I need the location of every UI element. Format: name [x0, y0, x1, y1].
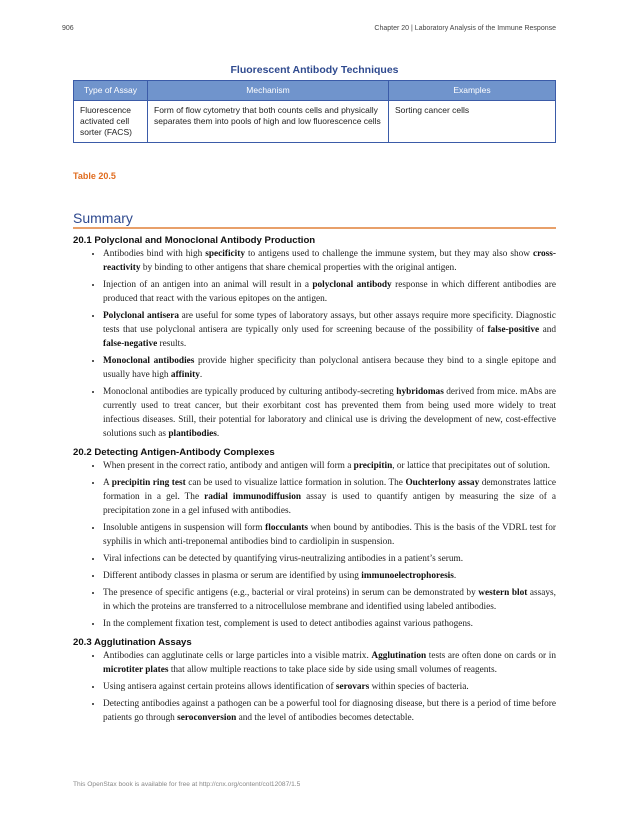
list-item: • Insoluble antigens in suspension will form flocculants when bound by antibodies. This is the basis of the VDRL test for syphilis in which anti-treponemal antibodies bind to cardiolipin in suspension. — [103, 521, 556, 549]
table-row — [74, 101, 556, 143]
key-term: serovars — [335, 682, 370, 692]
key-term: Monoclonal antibodies — [103, 356, 195, 366]
cell-type: Fluorescence activated cell sorter (FACS) — [74, 101, 148, 143]
key-term: plantibodies — [168, 429, 217, 439]
section-heading: 20.1 Polyclonal and Monoclonal Antibody Production — [73, 235, 316, 246]
section-heading: 20.2 Detecting Antigen-Antibody Complexes — [73, 447, 275, 458]
key-term: cross-reactivity — [103, 249, 557, 273]
key-term: radial immunodiffusion — [204, 492, 302, 502]
key-term: precipitin — [353, 461, 393, 471]
summary-content — [73, 235, 556, 731]
key-term: microtiter plates — [103, 665, 169, 675]
key-term: flocculants — [265, 523, 309, 533]
key-term: affinity — [170, 370, 200, 380]
cell-mechanism: Form of flow cytometry that both counts cells and physically separates them into pools of high and low fluorescence cells — [148, 101, 389, 143]
section-heading: 20.3 Agglutination Assays — [73, 637, 192, 648]
section-bullets — [73, 649, 556, 725]
list-item: • Monoclonal antibodies provide higher specificity than polyclonal antisera because they bind to a single epitope and usually have high affinity. — [103, 354, 556, 382]
list-item: • The presence of specific antigens (e.g., bacterial or viral proteins) in serum can be demonstrated by western blot assays, in which the proteins are transferred to a nitrocellulose membrane and identified using labeled antibodies. — [103, 586, 556, 614]
list-item: • Detecting antibodies against a pathogen can be a powerful tool for diagnosing disease, but there is a period of time before patients go through seroconversion and the level of antibodies becomes detectable. — [103, 697, 556, 725]
list-item: • Injection of an antigen into an animal will result in a polyclonal antibody response in which different antibodies are produced that react with the various epitopes on the antigen. — [103, 278, 556, 306]
list-item: • When present in the correct ratio, antibody and antigen will form a precipitin, or lattice that precipitates out of solution. — [103, 459, 556, 473]
list-item: • Different antibody classes in plasma or serum are identified by using immunoelectrophoresis. — [103, 569, 556, 583]
key-term: polyclonal antibody — [312, 280, 392, 290]
key-term: false-positive — [487, 325, 540, 335]
list-item: • Antibodies bind with high specificity to antigens used to challenge the immune system, but they may also show cross-reactivity by binding to other antigens that share chemical properties with the original antigen. — [103, 247, 556, 275]
key-term: Agglutination — [371, 651, 427, 661]
list-item: • Antibodies can agglutinate cells or large particles into a visible matrix. Agglutination tests are often done on cards or in microtiter plates that allow multiple reactions to take place side by side using small volumes of reagents. — [103, 649, 556, 677]
key-term: immunoelectrophoresis — [361, 571, 454, 581]
key-term: Polyclonal antisera — [103, 311, 179, 321]
key-term: western blot — [478, 588, 528, 598]
chapter-header: Chapter 20 | Laboratory Analysis of the Immune Response — [374, 25, 556, 32]
footer-note: This OpenStax book is available for free at http://cnx.org/content/col12087/1.5 — [73, 781, 301, 788]
page-number: 906 — [62, 25, 74, 32]
list-item: • Using antisera against certain proteins allows identification of serovars within species of bacteria. — [103, 680, 556, 694]
key-term: specificity — [205, 249, 245, 259]
list-item: • Monoclonal antibodies are typically produced by culturing antibody-secreting hybridomas derived from mice. mAbs are currently used to treat cancer, but their exorbitant cost has prevented them from being used more widely to treat infectious diseases. Still, their potential for laboratory and clinical use is driving the development of new, cost-effective solutions such as plantibodies. — [103, 385, 556, 441]
list-item: • A precipitin ring test can be used to visualize lattice formation in solution. The Ouchterlony assay demonstrates lattice formation in a gel. The radial immunodiffusion assay is used to quantify antigen by measuring the size of a precipitation zone in a gel infused with antibodies. — [103, 476, 556, 518]
section-bullets — [73, 459, 556, 631]
list-item: • In the complement fixation test, complement is used to detect antibodies against various pathogens. — [103, 617, 556, 631]
section-bullets — [73, 247, 556, 441]
cell-examples: Sorting cancer cells — [389, 101, 556, 143]
key-term: false-negative — [103, 339, 158, 349]
summary-title: Summary — [73, 210, 556, 229]
list-item: • Polyclonal antisera are useful for some types of laboratory assays, but other assays require more specificity. Diagnostic tests that use polyclonal antisera are typically only used for screening because of the possibility of false-positive and false-negative results. — [103, 309, 556, 351]
table-header-row — [74, 81, 556, 101]
key-term: Ouchterlony assay — [405, 478, 480, 488]
key-term: precipitin ring test — [111, 478, 186, 488]
table-title: Fluorescent Antibody Techniques — [230, 64, 399, 76]
fluorescent-antibody-table — [73, 80, 556, 143]
table-caption: Table 20.5 — [73, 171, 116, 181]
column-header-examples: Examples — [389, 81, 556, 101]
column-header-mechanism: Mechanism — [148, 81, 389, 101]
column-header-type: Type of Assay — [74, 81, 148, 101]
key-term: hybridomas — [396, 387, 444, 397]
key-term: seroconversion — [177, 713, 237, 723]
list-item: • Viral infections can be detected by quantifying virus-neutralizing antibodies in a patient’s serum. — [103, 552, 556, 566]
